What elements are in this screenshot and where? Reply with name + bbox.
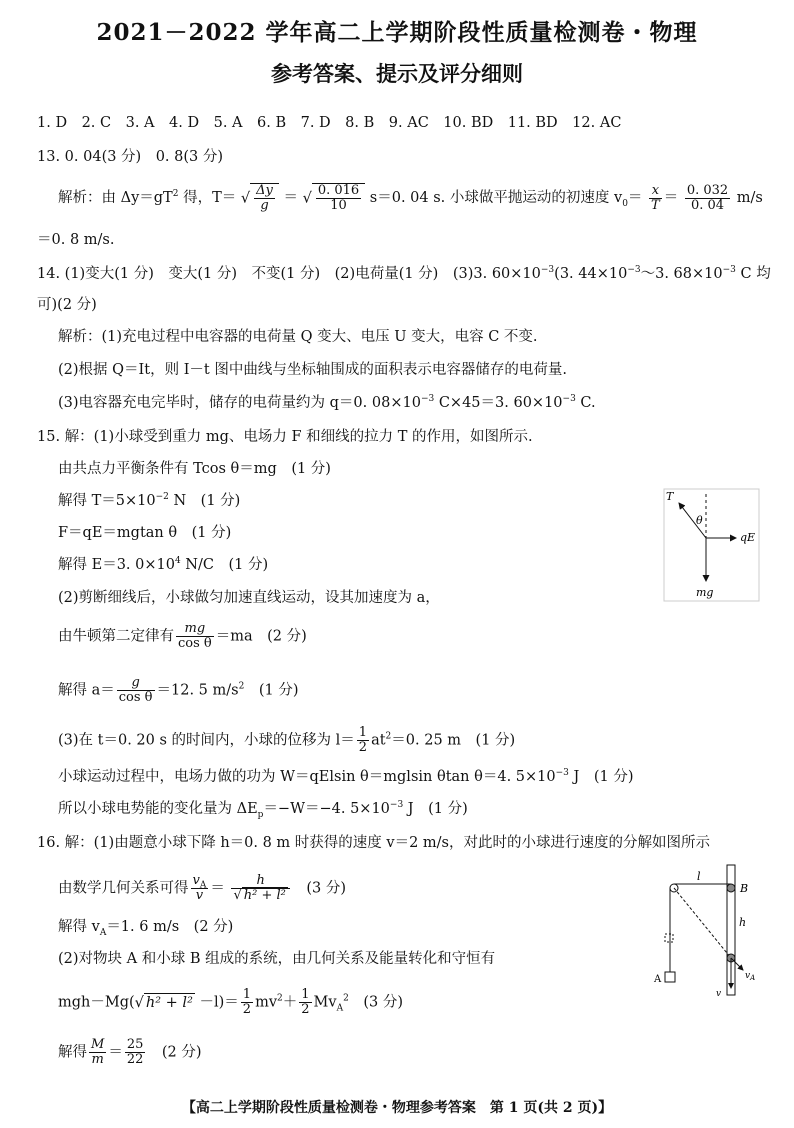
q13-analysis: 解析：由 $\Delta y=gT^2$ 得，T＝ √ $\frac{\Delta y}{g}$ ＝ √ $\frac{0. 016}{10}$ s＝0. 04 s. 小球做平抛运动的初速度 $v_0=$ $\frac{x}{T}$ ＝ $\frac{0. 032}{0. 04}$ m/s xyxy=(58,182,763,213)
rope-slanted xyxy=(674,888,731,958)
q14-analysis-1: 解析：(1)充电过程中电容器的电荷量 Q 变大、电压 U 变大，电容 C 不变. xyxy=(58,329,538,345)
q15-line-11: 所以小球电势能的变化量为 $\Delta E_p=-W=-4$. $5\times 10^{-3}$ J (1 分) xyxy=(58,800,468,820)
q13-heading: 13. 0. 04(3 分) 0. 8(3 分) xyxy=(37,149,224,165)
q15-force-diagram xyxy=(663,488,761,603)
q15-line-2: 由共点力平衡条件有 Tcos θ＝mg (1 分) xyxy=(58,461,331,477)
q13-result: ＝0. 8 m/s. xyxy=(37,232,115,248)
label-l: l xyxy=(697,870,701,883)
q15-line-5: 解得 E＝3. $0\times 10^4$ N/C (1 分) xyxy=(58,556,269,573)
q15-line-9: (3)在 t＝0. 20 s 的时间内，小球的位移为 l＝ $\frac{1}{2}$ $at^2=0$. 25 m (1 分) xyxy=(58,725,516,755)
page-footer: 【高二上学期阶段性质量检测卷・物理参考答案 第 1 页(共 2 页)】 xyxy=(181,1100,613,1116)
q15-line-10: 小球运动过程中，电场力做的功为 W＝qElsin θ＝mglsin θtan θ＝4. $5\times 10^{-3}$ J (1 分) xyxy=(58,768,634,785)
q15-line-6: (2)剪断细线后，小球做匀加速直线运动，设其加速度为 a， xyxy=(58,590,440,606)
q16-line-2: 由数学几何关系可得 $\frac{v_A}{v}$ ＝ $\frac{h}{\text{√ h² + l²}}$ (3 分) xyxy=(58,873,347,903)
mc-answers: 1. D 2. C 3. A 4. D 5. A 6. B 7. D 8. B 9. AC 10. BD 11. BD 12. AC xyxy=(37,115,622,131)
label-vA: $v_A$ xyxy=(745,971,756,982)
label-A: A xyxy=(654,974,662,985)
q16-pulley-diagram xyxy=(650,862,762,1000)
label-h: h xyxy=(739,916,747,929)
label-v: v xyxy=(716,989,722,999)
label-B: B xyxy=(740,882,749,895)
page-title: 2021－2022 学年高二上学期阶段性质量检测卷・物理 xyxy=(96,19,698,46)
q14-analysis-2: (2)根据 Q＝It，则 I－t 图中曲线与坐标轴围成的面积表示电容器储存的电荷量. xyxy=(58,362,567,378)
label-mg: mg xyxy=(696,586,714,599)
label-qE: qE xyxy=(740,531,756,544)
block-a xyxy=(665,972,675,982)
label-theta: θ xyxy=(696,514,703,527)
q15-line-1: 15. 解：(1)小球受到重力 mg、电场力 F 和细线的拉力 T 的作用，如图所示. xyxy=(37,429,533,445)
q16-line-3: 解得 $v_A=1$. 6 m/s (2 分) xyxy=(58,919,234,938)
q14-heading: 14. (1)变大(1 分) 变大(1 分) 不变(1 分) (2)电荷量(1 分) (3)3. $60\times 10^{-3}(3$. $44\times 10^{-3}\sim 3$. $68\times 10^{-3}$ C 均 xyxy=(37,265,771,282)
q15-line-4: F＝qE＝mgtan θ (1 分) xyxy=(58,525,232,541)
block-a-initial xyxy=(665,934,673,942)
q15-line-7: 由牛顿第二定律有 $\frac{mg}{\text{cos θ}}$ ＝ma (2 分) xyxy=(58,621,307,651)
label-T: T xyxy=(666,490,674,503)
q14-heading-cont: 可)(2 分) xyxy=(37,297,97,313)
q14-analysis-3: (3)电容器充电完毕时，储存的电荷量约为 q＝0. $08\times 10^{-3}$ C×45＝3. $60\times 10^{-3}$ C. xyxy=(58,394,596,411)
q15-line-8: 解得 a＝ $\frac{g}{\text{cos θ}}$ ＝12. 5 $m/s^2$ (1 分) xyxy=(58,675,299,705)
q16-line-1: 16. 解：(1)由题意小球下降 h＝0. 8 m 时获得的速度 v＝2 m/s，对此时的小球进行速度的分解如图所示 xyxy=(37,835,711,851)
ball-b-initial xyxy=(727,884,735,892)
q16-line-5: mgh－Mg(√ h² + l² －l)＝ $\frac{1}{2}$ $mv^2+$ $\frac{1}{2}$ $Mv_A^2$ (3 分) xyxy=(58,987,403,1017)
page-subtitle: 参考答案、提示及评分细则 xyxy=(271,61,523,86)
q16-line-6: 解得 $\frac{M}{m}$ ＝ $\frac{25}{22}$ (2 分) xyxy=(58,1037,202,1067)
q16-line-4: (2)对物块 A 和小球 B 组成的系统，由几何关系及能量转化和守恒有 xyxy=(58,951,496,967)
q15-line-3: 解得 $T=5\times 10^{-2}$ N (1 分) xyxy=(58,492,241,509)
figure-frame xyxy=(664,489,759,601)
